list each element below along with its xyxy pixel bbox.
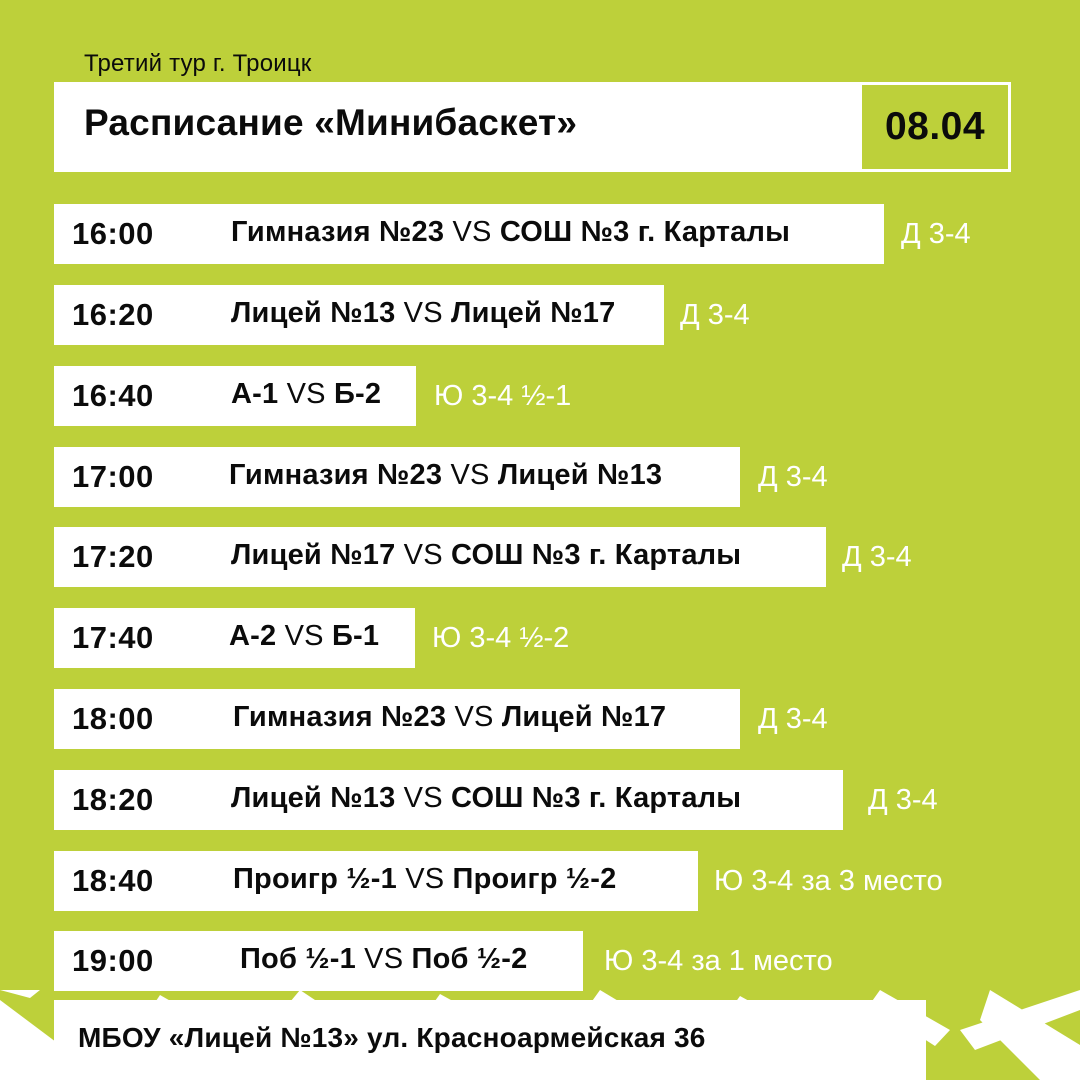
game-time: 17:20 (72, 539, 154, 574)
vs-label: VS (284, 620, 324, 652)
venue-address: МБОУ «Лицей №13» ул. Красноармейская 36 (78, 1022, 706, 1053)
game-category: Д 3-4 (758, 461, 828, 493)
game-time: 19:00 (72, 943, 154, 978)
vs-label: VS (403, 782, 443, 814)
date-badge: 08.04 (862, 85, 1008, 169)
game-time: 18:00 (72, 701, 154, 736)
game-time: 16:40 (72, 378, 154, 413)
game-category: Ю 3-4 ½-1 (434, 380, 572, 412)
game-matchup (231, 297, 615, 330)
team-a: Поб ½-1 (240, 943, 356, 975)
game-time: 16:00 (72, 216, 154, 251)
team-b: Б-2 (333, 378, 382, 410)
team-a: Проигр ½-1 (233, 863, 397, 895)
team-a: А-2 (229, 620, 277, 652)
game-matchup (231, 782, 741, 815)
game-matchup (233, 863, 616, 896)
subtitle: Третий тур г. Троицк (84, 50, 312, 77)
team-b: СОШ №3 г. Карталы (451, 539, 742, 571)
game-matchup (231, 378, 381, 411)
game-category: Д 3-4 (758, 703, 828, 735)
game-time: 17:00 (72, 459, 154, 494)
vs-label: VS (403, 539, 443, 571)
game-matchup (231, 216, 790, 249)
game-matchup (240, 943, 527, 976)
game-category: Д 3-4 (868, 784, 938, 816)
vs-label: VS (405, 863, 445, 895)
team-a: Лицей №13 (231, 297, 396, 329)
team-a: Гимназия №23 (233, 701, 447, 733)
team-a: Гимназия №23 (231, 216, 445, 248)
team-b: Поб ½-2 (411, 943, 528, 975)
team-b: СОШ №3 г. Карталы (499, 216, 791, 248)
game-category: Ю 3-4 за 3 место (714, 865, 943, 897)
vs-label: VS (403, 297, 443, 329)
game-time: 18:20 (72, 782, 154, 817)
game-matchup (231, 539, 741, 572)
game-matchup (229, 620, 379, 653)
game-matchup (233, 701, 666, 734)
vs-label: VS (286, 378, 326, 410)
team-b: Лицей №13 (497, 459, 663, 491)
team-b: СОШ №3 г. Карталы (451, 782, 742, 814)
game-matchup (229, 459, 662, 492)
team-a: А-1 (231, 378, 279, 410)
team-b: Лицей №17 (451, 297, 616, 329)
team-b: Лицей №17 (501, 701, 667, 733)
vs-label: VS (452, 216, 492, 248)
game-time: 17:40 (72, 620, 154, 655)
team-a: Гимназия №23 (229, 459, 443, 491)
game-category: Ю 3-4 ½-2 (432, 622, 570, 654)
game-time: 18:40 (72, 863, 154, 898)
footer-banner (54, 1000, 926, 1080)
game-category: Д 3-4 (901, 218, 971, 250)
team-b: Проигр ½-2 (452, 863, 617, 895)
vs-label: VS (364, 943, 404, 975)
team-a: Лицей №13 (231, 782, 396, 814)
team-a: Лицей №17 (231, 539, 396, 571)
game-category: Д 3-4 (680, 299, 750, 331)
vs-label: VS (454, 701, 494, 733)
team-b: Б-1 (331, 620, 380, 652)
page-title: Расписание «Минибаскет» (84, 102, 578, 143)
game-category: Ю 3-4 за 1 место (604, 945, 833, 977)
vs-label: VS (450, 459, 490, 491)
game-time: 16:20 (72, 297, 154, 332)
title-banner (54, 82, 1011, 172)
game-category: Д 3-4 (842, 541, 912, 573)
